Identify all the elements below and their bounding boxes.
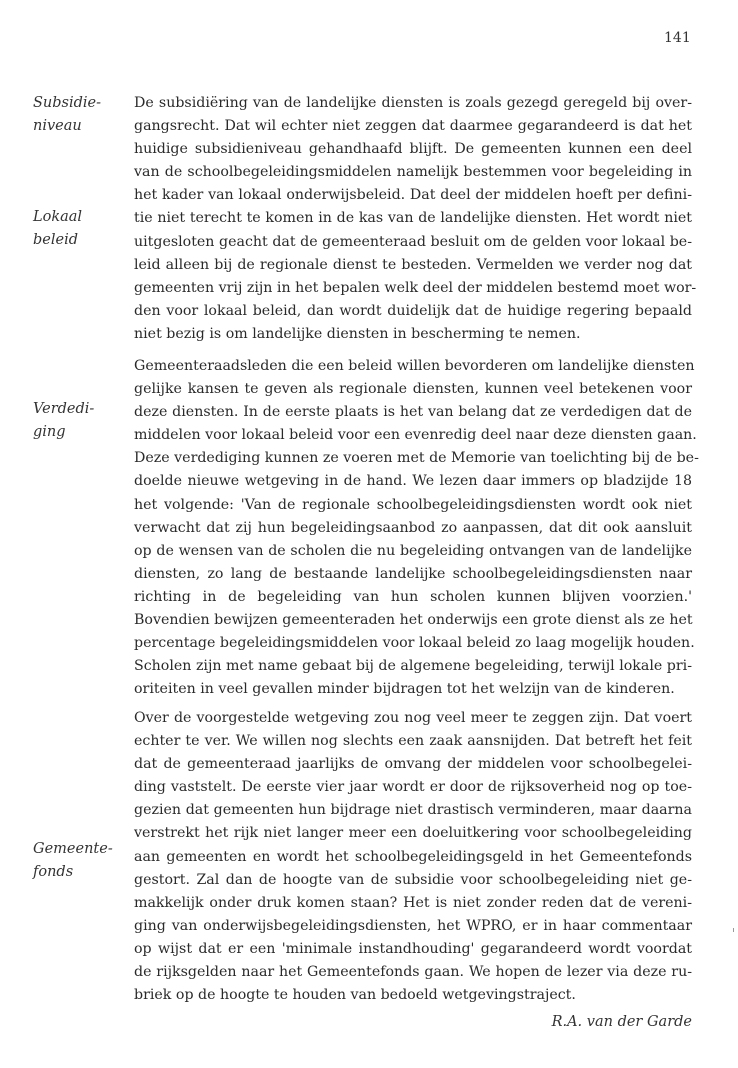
margin-note-line: fonds — [33, 864, 74, 880]
text-line: oriteiten in veel gevallen minder bijdragen tot het welzijn van de kinderen. — [134, 681, 675, 698]
text-line: leid alleen bij de regionale dienst te besteden. Vermelden we verder nog dat — [134, 256, 692, 273]
margin-note-gemeentefonds — [33, 838, 118, 884]
margin-note-lokaal-beleid — [33, 206, 118, 252]
text-line: echter te ver. We willen nog slechts een zaak aansnijden. Dat betreft het feit — [134, 733, 692, 750]
text-line: het volgende: 'Van de regionale schoolbegeleidingsdiensten wordt ook niet — [134, 496, 692, 513]
text-line: de rijksgelden naar het Gemeentefonds gaan. We hopen de lezer via deze ru- — [134, 964, 692, 981]
paragraph-verdediging — [134, 355, 699, 701]
text-line: verwacht dat zij hun begeleidingsaanbod zo aanpassen, dat dit ook aansluit — [134, 519, 692, 536]
text-line: diensten, zo lang de bestaande landelijke schoolbegeleidingsdiensten naar — [134, 565, 692, 582]
margin-note-line: Subsidie- — [33, 95, 102, 111]
text-line: dat de gemeenteraad jaarlijks de omvang der middelen voor schoolbegelei- — [134, 756, 692, 773]
text-line: De subsidiëring van de landelijke diensten is zoals gezegd geregeld bij over- — [134, 95, 692, 111]
text-line: op de wensen van de scholen die nu begeleiding ontvangen van de landelijke — [134, 542, 692, 559]
text-line: Deze verdediging kunnen ze voeren met de Memorie van toelichting bij de be- — [134, 450, 699, 467]
text-line: Scholen zijn met name gebaat bij de algemene begeleiding, terwijl lokale pri- — [134, 658, 692, 675]
text-line: Gemeenteraadsleden die een beleid willen bevorderen om landelijke diensten — [134, 358, 695, 374]
page-number: 141 — [664, 30, 691, 46]
text-line: middelen voor lokaal beleid voor een evenredig deel naar deze diensten gaan. — [134, 427, 697, 444]
text-line: aan gemeenten en wordt het schoolbegeleidingsgeld in het Gemeentefonds — [134, 848, 692, 865]
margin-note-line: niveau — [33, 118, 82, 134]
text-line: doelde nieuwe wetgeving in de hand. We lezen daar immers op bladzijde 18 — [134, 473, 692, 490]
text-line: tie niet terecht te komen in de kas van de landelijke diensten. Het wordt niet — [134, 210, 692, 227]
text-line: huidige subsidieniveau gehandhaafd blijft. De gemeenten kunnen een deel — [134, 141, 692, 158]
author-signature: R.A. van der Garde — [551, 1014, 692, 1030]
text-line: percentage begeleidingsmiddelen voor lokaal beleid zo laag mogelijk houden. — [134, 635, 695, 652]
text-line: briek op de hoogte te houden van bedoeld wetgevingstraject. — [134, 987, 576, 1004]
paragraph-gemeentefonds — [134, 707, 692, 1007]
text-line: het kader van lokaal onderwijsbeleid. Dat deel der middelen hoeft per defini- — [134, 187, 692, 204]
text-line: van de schoolbegeleidingsmiddelen namelijk bestemmen voor begeleiding in — [134, 164, 692, 181]
text-line: richting in de begeleiding van hun scholen kunnen blijven voorzien.' — [134, 588, 692, 605]
text-line: ding vaststelt. De eerste vier jaar wordt er door de rijksoverheid nog op toe- — [134, 779, 692, 796]
paragraph-subsidie — [134, 92, 697, 346]
margin-note-line: beleid — [33, 232, 79, 248]
text-line: Over de voorgestelde wetgeving zou nog veel meer te zeggen zijn. Dat voert — [134, 710, 692, 726]
margin-note-subsidieniveau — [33, 92, 118, 138]
text-line: niet bezig is om landelijke diensten in bescherming te nemen. — [134, 325, 581, 342]
text-line: ging van onderwijsbegeleidingsdiensten, het WPRO, er in haar commentaar — [134, 917, 692, 934]
text-line: uitgesloten geacht dat de gemeenteraad besluit om de gelden voor lokaal be- — [134, 233, 692, 250]
text-line: gelijke kansen te geven als regionale diensten, kunnen veel betekenen voor — [134, 381, 692, 398]
text-line: Bovendien bewijzen gemeenteraden het onderwijs een grote dienst als ze het — [134, 612, 693, 629]
text-line: op wijst dat er een 'minimale instandhouding' gegarandeerd wordt voordat — [134, 940, 692, 957]
margin-note-line: ging — [33, 424, 66, 440]
scan-speck — [733, 928, 734, 932]
margin-note-line: Gemeente- — [33, 841, 113, 857]
text-line: deze diensten. In de eerste plaats is het van belang dat ze verdedigen dat de — [134, 404, 692, 421]
text-line: gangsrecht. Dat wil echter niet zeggen dat daarmee gegarandeerd is dat het — [134, 118, 692, 135]
text-line: gezien dat gemeenten hun bijdrage niet drastisch verminderen, maar daarna — [134, 802, 692, 819]
text-line: makkelijk onder druk komen staan? Het is niet zonder reden dat de vereni- — [134, 894, 692, 911]
text-line: verstrekt het rijk niet langer meer een doeluitkering voor schoolbegeleiding — [134, 825, 692, 842]
text-line: gemeenten vrij zijn in het bepalen welk deel der middelen bestemd moet wor- — [134, 279, 697, 296]
margin-note-line: Lokaal — [33, 209, 83, 225]
margin-note-verdediging — [33, 398, 118, 444]
text-line: den voor lokaal beleid, dan wordt duidelijk dat de huidige regering bepaald — [134, 302, 692, 319]
text-line: gestort. Zal dan de hoogte van de subsidie voor schoolbegeleiding niet ge- — [134, 871, 692, 888]
margin-note-line: Verdedi- — [33, 401, 95, 417]
